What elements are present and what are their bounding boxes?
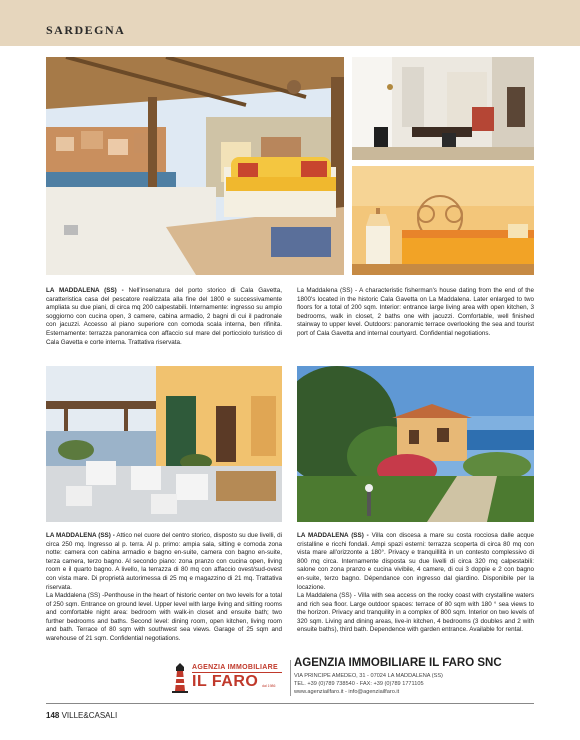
- contact-divider: [290, 660, 291, 696]
- photo-dining-room: [352, 57, 534, 160]
- agency-web-link[interactable]: www.agenziailfaro.it - info@agenziailfaro.it: [294, 689, 400, 695]
- agency-name: AGENZIA IMMOBILIARE IL FARO SNC: [294, 657, 502, 669]
- listing-1-italian-place: LA MADDALENA (SS) -: [46, 287, 124, 294]
- logo-line-1: AGENZIA IMMOBILIARE: [192, 664, 278, 671]
- listing-2-italian: [46, 532, 282, 592]
- photo-seaside-villa: [297, 366, 534, 522]
- photo-bedroom: [352, 166, 534, 275]
- logo-line-2: IL FARO: [192, 673, 259, 690]
- listing-2-italian-place: LA MADDALENA (SS) -: [46, 532, 115, 539]
- section-title: SARDEGNA: [46, 23, 126, 37]
- listing-3-english-text: Villa with sea access on the rocky coast with crystalline waters and rich sea floor. Large outdoor spaces: terrace of 80 sqm with 180 ° sea views to the horizon. Privacy and tranquility in a complex of 800 sqm. Interior on two levels of 320 sqm. Living and dining areas, live-in kitchen, 4 bedrooms (3 doubles and 2 with ensuite baths), third bath. Dependence with garden entrance. Available for rental.: [297, 592, 534, 634]
- listing-1-italian-text: Nell'insenatura del porto storico di Cala Gavetta, caratteristica casa del pescatore realizzata alla fine del 1800 e successivamente ampliata su due piani, di circa mq 200 calpestabili. Internamente: ingresso su ampio soggiorno con cucina open, 3 camere, cabina armadio, 2 bagni di cui il padronale con jacuzzi. Accesso al piano superiore con comoda scala interna, ben rifinita. Esternamente: terrazza panoramica con affaccio sul mare del porticciolo turistico di Cala Gavetta e corte interna. Trattativa riservata.: [46, 287, 282, 346]
- lighthouse-icon: [170, 663, 190, 693]
- listing-2-italian-text: Attico nel cuore del centro storico, disposto su due livelli, di circa 250 mq. Ingresso al p. terra. Al p. primo: ampia sala, sitting e comoda zona notte: camera con cabina armadio e bagno en-suite, camera con bagno en-suite, terza camera, terzo bagno. Al secondo piano: zona pranzo con cucina open, living room e il quarto bagno. A livello, la terrazza di 80 mq con affaccio ovest/sud-ovest con vista mare. Di proprietà autorimessa di 25 mq e magazzino di 21 mq. Trattativa riservata.: [46, 532, 282, 591]
- photo-penthouse-terrace: [46, 366, 282, 522]
- listing-3-english-place: La Maddalena (SS) -: [297, 592, 356, 599]
- page-footer: [46, 711, 117, 720]
- listing-3-italian: [297, 532, 534, 592]
- page-number: 148: [46, 711, 60, 720]
- listing-2-english: [46, 592, 282, 644]
- agency-logo: [168, 662, 284, 694]
- listing-1-english-place: La Maddalena (SS) -: [297, 287, 358, 294]
- agency-address: VIA PRINCIPE AMEDEO, 31 - 07024 LA MADDALENA (SS): [294, 673, 443, 679]
- listing-3-italian-place: LA MADDALENA (SS) -: [297, 532, 369, 539]
- listing-1-english: [297, 287, 534, 339]
- magazine-name: VILLE&CASALI: [61, 711, 118, 720]
- agency-phone: TEL. +39 (0)789 738540 - FAX: +39 (0)789 1771105: [294, 681, 424, 687]
- listing-1-italian: [46, 287, 282, 347]
- logo-line-3: dal 1986: [262, 684, 276, 688]
- listing-2-english-place: La Maddalena (SS) -: [46, 592, 105, 599]
- footer-rule: [46, 703, 534, 704]
- listing-3-english: [297, 592, 534, 635]
- photo-terrace-harbor: [46, 57, 344, 275]
- listing-2-english-text: Penthouse in the heart of historic center on two levels for a total of 250 sqm. Entrance on ground level. Upper level with large living and sitting rooms and comfortable night area: bedroom with walk-in closet and ensuite bath; two further bedrooms and baths. Second level: dining room, open kitchen, living room and bath. Terrace of 80 sqm with southwest sea views. Garage of 25 sqm and warehouse of 21 sqm. Confidential negotiations.: [46, 592, 282, 642]
- listing-3-italian-text: Villa con discesa a mare su costa rocciosa dalle acque cristalline e ricchi fondali. Ampi spazi esterni: terrazza scoperta di circa 80 mq con vista mare all'orizzonte a 180°. Privacy e tranquillità in un contesto complessivo di 800 mq circa. Internamente disposta su due livelli di circa 320 mq calpestabili: salone con zona pranzo e cucina vivibile, 4 camere, di cui 3 doppie e 2 con bagno en-suite, terzo bagno. Dépendance con ingresso dal giardino. Disponibile per la locazione.: [297, 532, 534, 591]
- listing-1-english-text: A characteristic fisherman's house dating from the end of the 1800's located in the historic Cala Gavetta on La Maddalena. Later enlarged to two floors for a total of 200 sqm. Interior: entrance large living area with open kitchen, 3 bedrooms, walk in closet, 2 baths one with jacuzzi. Comfortable, well finished stairway to upper level. Outdoors: panoramic terrace overlooking the sea and tourist port of Cala Gavetta and internal courtyard. Confidential negotiations.: [297, 287, 534, 337]
